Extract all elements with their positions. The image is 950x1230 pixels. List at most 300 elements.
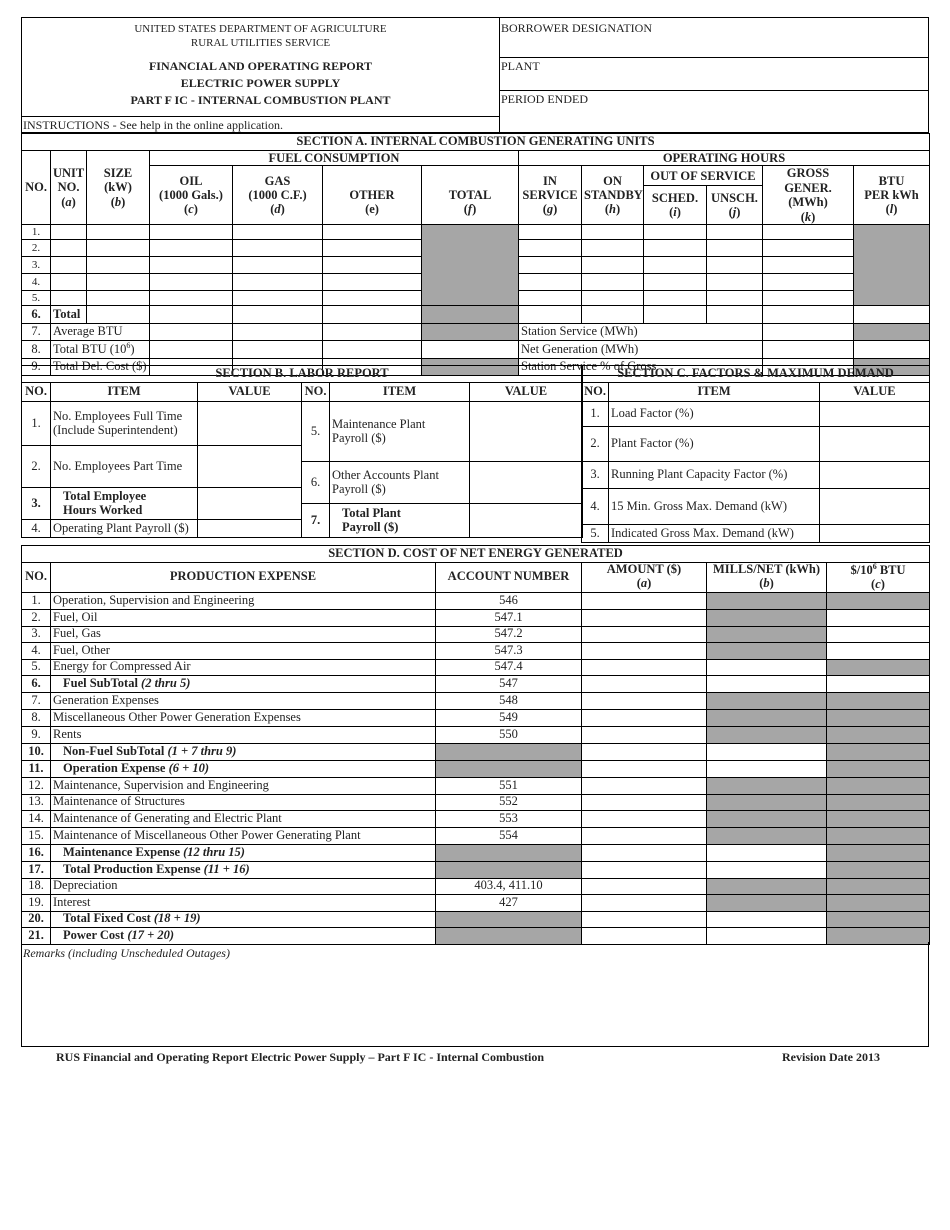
d-row-label-text: Depreciation (53, 878, 118, 893)
row7-no: 7. (22, 323, 51, 340)
oil-total[interactable] (150, 305, 233, 323)
d-row-account: 549 (436, 709, 582, 726)
other-input[interactable] (323, 290, 422, 305)
size-total[interactable] (87, 305, 150, 323)
d-row-account (436, 760, 582, 777)
d-row-label (51, 760, 436, 777)
c-row2-item: Plant Factor (%) (609, 427, 820, 462)
col-btu-line2: PER kWh (864, 187, 919, 202)
gross-input[interactable] (763, 239, 854, 256)
oil-input[interactable] (150, 224, 233, 239)
in-service-input[interactable] (519, 224, 582, 239)
d-row-btu-input (827, 659, 930, 675)
c-row3-item: Running Plant Capacity Factor (%) (609, 462, 820, 489)
gas-total-btu[interactable] (233, 340, 323, 358)
col-no (22, 151, 51, 225)
d-row-btu-input (827, 861, 930, 878)
footer-left: RUS Financial and Operating Report Electric Power Supply – Part F IC - Internal Combustion (56, 1050, 544, 1064)
instructions-text: INSTRUCTIONS - See help in the online application. (23, 118, 283, 132)
period-ended-field[interactable] (500, 91, 929, 133)
b-row6-value[interactable] (470, 462, 583, 504)
net-generation-btu[interactable] (854, 340, 930, 358)
d-row-btu-input (827, 844, 930, 861)
b-col-no: NO. (22, 383, 51, 402)
unit-input[interactable] (51, 273, 87, 290)
col-unsch-line1: UNSCH. (711, 190, 758, 205)
borrower-designation-field[interactable] (500, 18, 929, 58)
col-gross-line2: GENER.(MWh) (784, 180, 832, 210)
col-unit-line1: UNIT (53, 165, 85, 180)
col-unit-line2: NO. (57, 180, 80, 195)
d-row-btu-input[interactable] (827, 675, 930, 692)
b-row4-item: Operating Plant Payroll ($) (51, 520, 198, 538)
d-row-amount-input[interactable] (582, 894, 707, 911)
d-row-btu-input[interactable] (827, 626, 930, 642)
d-row-no: 7. (22, 692, 51, 709)
col-unit-letter: a (65, 194, 72, 209)
d-row-label (51, 709, 436, 726)
d-row-account: 553 (436, 810, 582, 827)
d-row-account (436, 911, 582, 927)
d-row-amount-input[interactable] (582, 675, 707, 692)
d-row-no: 13. (22, 794, 51, 810)
d-row-amount-input[interactable] (582, 878, 707, 894)
d-row-account: 554 (436, 827, 582, 844)
d-row-account: 427 (436, 894, 582, 911)
size-input[interactable] (87, 290, 150, 305)
footer-right: Revision Date 2013 (782, 1050, 880, 1064)
unsch-total[interactable] (707, 305, 763, 323)
unit-input[interactable] (51, 256, 87, 273)
fuel-consumption-header: FUEL CONSUMPTION (150, 151, 519, 166)
agency-line-2: RURAL UTILITIES SERVICE (190, 37, 331, 49)
station-service-input[interactable] (763, 323, 854, 340)
d-row-mills-input[interactable] (707, 659, 827, 675)
average-btu-label: Average BTU (51, 323, 150, 340)
instructions (22, 116, 500, 133)
d-row-no: 18. (22, 878, 51, 894)
d-row-no: 11. (22, 760, 51, 777)
d-row-mills-input[interactable] (707, 743, 827, 760)
in-service-total[interactable] (519, 305, 582, 323)
col-total: TOTAL (f) (422, 166, 519, 225)
col-gas-line1: GAS (264, 173, 291, 188)
unit-input[interactable] (51, 224, 87, 239)
d-col-account: ACCOUNT NUMBER (436, 563, 582, 593)
b-row1-value[interactable] (198, 402, 302, 446)
d-row-no: 17. (22, 861, 51, 878)
col-btu: BTU PER kWh (l) (854, 166, 930, 225)
d-row-amount-input[interactable] (582, 659, 707, 675)
d-row-no: 1. (22, 592, 51, 609)
other-total-btu[interactable] (323, 340, 422, 358)
col-sched: SCHED. (i) (644, 186, 707, 225)
d-row-mills-input (707, 642, 827, 659)
d-row-mills-input (707, 777, 827, 794)
d-row-amount-input[interactable] (582, 794, 707, 810)
d-row-label-sub: (18 + 19) (153, 911, 201, 926)
d-row-label (51, 911, 436, 927)
oil-input[interactable] (150, 239, 233, 256)
b-row3-no: 3. (22, 488, 51, 520)
net-generation-label: Net Generation (MWh) (519, 340, 763, 358)
unsch-input[interactable] (707, 239, 763, 256)
total-shaded (422, 224, 519, 305)
d-row-mills-input[interactable] (707, 844, 827, 861)
oil-total-btu[interactable] (150, 340, 233, 358)
d-row-amount-input[interactable] (582, 692, 707, 709)
d-row-amount-input[interactable] (582, 827, 707, 844)
d-row-label-text: Fuel, Gas (53, 626, 101, 641)
col-gas-letter: d (274, 202, 281, 217)
d-row-amount-input[interactable] (582, 743, 707, 760)
in-service-input[interactable] (519, 239, 582, 256)
section-d-title: SECTION D. COST OF NET ENERGY GENERATED (22, 546, 930, 563)
gas-input[interactable] (233, 273, 323, 290)
d-row-account (436, 861, 582, 878)
b-row4-value[interactable] (198, 520, 302, 538)
d-row-amount-input[interactable] (582, 592, 707, 609)
d-row-amount-input[interactable] (582, 861, 707, 878)
c-row4-no: 4. (582, 489, 609, 525)
section-b-table (21, 365, 583, 538)
d-col-expense: PRODUCTION EXPENSE (51, 563, 436, 593)
d-row-btu-input (827, 760, 930, 777)
gas-total[interactable] (233, 305, 323, 323)
d-row-amount-input[interactable] (582, 911, 707, 927)
gas-input[interactable] (233, 224, 323, 239)
c-row1-no: 1. (582, 402, 609, 427)
c-row2-value[interactable] (820, 427, 930, 462)
col-oil-line2: (1000 Gals.) (159, 187, 223, 202)
d-row-account: 547.1 (436, 609, 582, 626)
d-col-mills: MILLS/NET (kWh) (b) (707, 563, 827, 593)
col-on-standby-line1: ON (603, 173, 622, 188)
in-service-input[interactable] (519, 290, 582, 305)
d-row-mills-input[interactable] (707, 911, 827, 927)
d-row-mills-input (707, 609, 827, 626)
gas-input[interactable] (233, 290, 323, 305)
d-row-label (51, 675, 436, 692)
col-sched-letter: i (673, 205, 677, 220)
c-row3-value[interactable] (820, 462, 930, 489)
d-col-amount-line1: AMOUNT ($) (606, 562, 682, 576)
d-row-mills-input (707, 692, 827, 709)
b-row6-no: 6. (302, 462, 330, 504)
d-row-account: 547.3 (436, 642, 582, 659)
gas-input[interactable] (233, 239, 323, 256)
col-other (323, 166, 422, 225)
section-b-title: SECTION B. LABOR REPORT (22, 366, 583, 383)
col-btu-line1: BTU (878, 173, 905, 188)
b-row5-value[interactable] (470, 402, 583, 462)
d-row-no: 14. (22, 810, 51, 827)
btu-shaded (854, 323, 930, 340)
gross-input[interactable] (763, 273, 854, 290)
b-row3-value[interactable] (198, 488, 302, 520)
on-standby-input[interactable] (582, 290, 644, 305)
c-row2-no: 2. (582, 427, 609, 462)
d-col-btu-part2: BTU (876, 563, 906, 578)
btu-total[interactable] (854, 305, 930, 323)
d-row-label (51, 777, 436, 794)
net-generation-input[interactable] (763, 340, 854, 358)
section-d-table (21, 545, 930, 945)
d-row-no: 12. (22, 777, 51, 794)
d-col-btu: $\$/10^6$ BTU (c) (827, 563, 930, 593)
d-col-amount-letter: a (640, 575, 648, 590)
d-row-no: 21. (22, 927, 51, 944)
d-row-label-sub: (17 + 20) (127, 927, 175, 942)
size-input[interactable] (87, 239, 150, 256)
unit-row-no: 2. (22, 239, 51, 256)
d-row-account: 547.4 (436, 659, 582, 675)
sched-total[interactable] (644, 305, 707, 323)
d-row-label (51, 692, 436, 709)
on-standby-input[interactable] (582, 256, 644, 273)
size-input[interactable] (87, 224, 150, 239)
in-service-input[interactable] (519, 256, 582, 273)
d-row-no: 5. (22, 659, 51, 675)
unsch-input[interactable] (707, 256, 763, 273)
other-total[interactable] (323, 305, 422, 323)
b-col-value-2: VALUE (470, 383, 583, 402)
unit-input[interactable] (51, 239, 87, 256)
total-del-cost-label: Total Del. Cost ($) (51, 358, 150, 375)
d-col-mills-line1: MILLS/NET (kWh) (712, 562, 821, 576)
d-row-mills-input (707, 878, 827, 894)
gas-input[interactable] (233, 256, 323, 273)
b-row5-no: 5. (302, 402, 330, 462)
d-col-btu-part1: $/10 (850, 563, 873, 578)
total-btu-exponent: 6 (126, 340, 131, 350)
d-row-no: 4. (22, 642, 51, 659)
title-line-2: ELECTRIC POWER SUPPLY (180, 76, 341, 90)
size-input[interactable] (87, 273, 150, 290)
c-row5-no: 5. (582, 525, 609, 543)
unit-row-no: 5. (22, 290, 51, 305)
d-row-amount-input[interactable] (582, 642, 707, 659)
c-row4-value[interactable] (820, 489, 930, 525)
gross-input[interactable] (763, 224, 854, 239)
d-row-account: 546 (436, 592, 582, 609)
b-row1-item: No. Employees Full Time (Include Superintendent) (51, 402, 198, 446)
c-row5-value[interactable] (820, 525, 930, 543)
d-row-no: 19. (22, 894, 51, 911)
d-row-label-text: Rents (53, 726, 82, 741)
b-col-item-2: ITEM (330, 383, 470, 402)
header-title-block (22, 18, 500, 116)
col-gross: GROSS GENER.(MWh) (k) (763, 166, 854, 225)
row6-no: 6. (22, 305, 51, 323)
d-row-amount-input[interactable] (582, 609, 707, 626)
unsch-input[interactable] (707, 224, 763, 239)
d-row-no: 3. (22, 626, 51, 642)
d-row-btu-input (827, 878, 930, 894)
other-input[interactable] (323, 256, 422, 273)
d-row-label-text: Maintenance, Supervision and Engineering (53, 777, 269, 792)
size-input[interactable] (87, 256, 150, 273)
col-gas-line2: (1000 C.F.) (248, 187, 307, 202)
gas-avg-btu[interactable] (233, 323, 323, 340)
d-row-btu-input[interactable] (827, 642, 930, 659)
d-row-mills-input (707, 810, 827, 827)
d-row-label-text: Maintenance of Miscellaneous Other Power Generating Plant (53, 827, 361, 842)
b-row2-value[interactable] (198, 446, 302, 488)
d-row-amount-input[interactable] (582, 709, 707, 726)
d-row-label-text: Fuel, Other (53, 642, 110, 657)
gross-input[interactable] (763, 290, 854, 305)
c-row4-item: 15 Min. Gross Max. Demand (kW) (609, 489, 820, 525)
d-row-btu-input (827, 709, 930, 726)
agency-line-1: UNITED STATES DEPARTMENT OF AGRICULTURE (134, 23, 387, 35)
c-row3-no: 3. (582, 462, 609, 489)
section-a-title: SECTION A. INTERNAL COMBUSTION GENERATING UNITS (22, 134, 930, 151)
sched-input[interactable] (644, 273, 707, 290)
c-col-value: VALUE (820, 383, 930, 402)
d-row-account: 548 (436, 692, 582, 709)
d-row-account (436, 844, 582, 861)
gross-total[interactable] (763, 305, 854, 323)
d-row-label (51, 844, 436, 861)
c-row1-item: Load Factor (%) (609, 402, 820, 427)
d-row-label-text: Total Fixed Cost (63, 911, 151, 926)
d-row-account: 551 (436, 777, 582, 794)
gross-input[interactable] (763, 256, 854, 273)
d-row-amount-input[interactable] (582, 626, 707, 642)
d-row-label (51, 659, 436, 675)
total-btu-label (51, 340, 150, 358)
d-row-label-sub: (6 + 10) (168, 760, 210, 775)
d-row-btu-input (827, 592, 930, 609)
form-header (21, 17, 929, 133)
d-row-btu-input[interactable] (827, 609, 930, 626)
d-row-label (51, 794, 436, 810)
d-row-btu-input (827, 743, 930, 760)
plant-field[interactable] (500, 58, 929, 91)
col-other-line1: OTHER (349, 187, 395, 202)
d-row-mills-input (707, 794, 827, 810)
title-line-3: PART F IC - INTERNAL COMBUSTION PLANT (130, 93, 391, 107)
d-col-no: NO. (22, 563, 51, 593)
d-col-mills-letter: b (763, 575, 770, 590)
oil-input[interactable] (150, 273, 233, 290)
other-input[interactable] (323, 224, 422, 239)
sched-input[interactable] (644, 256, 707, 273)
d-row-amount-input[interactable] (582, 777, 707, 794)
total-shaded (422, 323, 519, 340)
total-total-btu[interactable] (422, 340, 519, 358)
station-service-label: Station Service (MWh) (519, 323, 763, 340)
d-row-amount-input[interactable] (582, 844, 707, 861)
section-c-table (581, 365, 930, 543)
col-on-standby-letter: h (609, 202, 616, 217)
d-row-label-text: Interest (53, 894, 91, 909)
sched-input[interactable] (644, 224, 707, 239)
c-row5-item: Indicated Gross Max. Demand (kW) (609, 525, 820, 543)
d-col-btu-letter: c (875, 576, 881, 591)
d-row-label (51, 592, 436, 609)
col-total-letter: f (467, 202, 473, 217)
section-c-title: SECTION C. FACTORS & MAXIMUM DEMAND (582, 366, 930, 383)
btu-shaded (854, 224, 930, 305)
remarks-box[interactable] (21, 942, 929, 1047)
d-row-btu-input (827, 692, 930, 709)
d-row-label-text: Generation Expenses (53, 692, 159, 707)
unit-input[interactable] (51, 290, 87, 305)
b-row2-no: 2. (22, 446, 51, 488)
d-row-label-text: Operation, Supervision and Engineering (53, 592, 255, 607)
oil-input[interactable] (150, 256, 233, 273)
col-size: SIZE (kW) (b) (87, 151, 150, 225)
plant-label: PLANT (501, 59, 540, 73)
oil-input[interactable] (150, 290, 233, 305)
d-row-amount-input[interactable] (582, 726, 707, 743)
d-row-mills-input[interactable] (707, 861, 827, 878)
d-row-label (51, 642, 436, 659)
col-no-label: NO. (25, 180, 47, 195)
c-col-item: ITEM (609, 383, 820, 402)
other-input[interactable] (323, 239, 422, 256)
col-in-service-letter: g (546, 202, 554, 217)
col-total-line1: TOTAL (448, 187, 492, 202)
d-col-btu-exponent: 6 (872, 562, 877, 571)
section-a-table (21, 133, 930, 376)
on-standby-total[interactable] (582, 305, 644, 323)
on-standby-input[interactable] (582, 224, 644, 239)
c-row1-value[interactable] (820, 402, 930, 427)
d-row-amount-input[interactable] (582, 760, 707, 777)
d-row-mills-input (707, 709, 827, 726)
d-row-mills-input[interactable] (707, 760, 827, 777)
sched-input[interactable] (644, 239, 707, 256)
on-standby-input[interactable] (582, 273, 644, 290)
col-in-service: IN SERVICE (g) (519, 166, 582, 225)
row8-no: 8. (22, 340, 51, 358)
b-row7-value[interactable] (470, 504, 583, 538)
d-row-mills-input[interactable] (707, 675, 827, 692)
row6-total-label: Total (51, 305, 87, 323)
d-row-label-sub: (11 + 16) (203, 861, 250, 876)
in-service-input[interactable] (519, 273, 582, 290)
d-row-mills-input (707, 592, 827, 609)
d-row-label-sub: (12 thru 15) (183, 844, 245, 859)
d-row-label (51, 894, 436, 911)
d-row-label-text: Maintenance of Generating and Electric Plant (53, 810, 282, 825)
sched-input[interactable] (644, 290, 707, 305)
unsch-input[interactable] (707, 273, 763, 290)
other-avg-btu[interactable] (323, 323, 422, 340)
d-row-account: 403.4, 411.10 (436, 878, 582, 894)
col-unsch: UNSCH. (j) (707, 186, 763, 225)
period-ended-label: PERIOD ENDED (501, 92, 588, 106)
other-input[interactable] (323, 273, 422, 290)
col-gross-letter: k (804, 209, 812, 224)
col-size-line1: SIZE (103, 165, 133, 180)
oil-avg-btu[interactable] (150, 323, 233, 340)
unit-row-no: 1. (22, 224, 51, 239)
d-row-label (51, 810, 436, 827)
col-gross-line1: GROSS (786, 166, 830, 181)
col-on-standby: ON STANDBY (h) (582, 166, 644, 225)
unsch-input[interactable] (707, 290, 763, 305)
col-btu-letter: l (889, 202, 894, 217)
on-standby-input[interactable] (582, 239, 644, 256)
b-row7-item: Total Plant Payroll ($) (330, 504, 470, 538)
d-row-amount-input[interactable] (582, 810, 707, 827)
col-in-service-line1: IN (543, 173, 557, 188)
d-row-label-text: Operation Expense (63, 760, 166, 775)
